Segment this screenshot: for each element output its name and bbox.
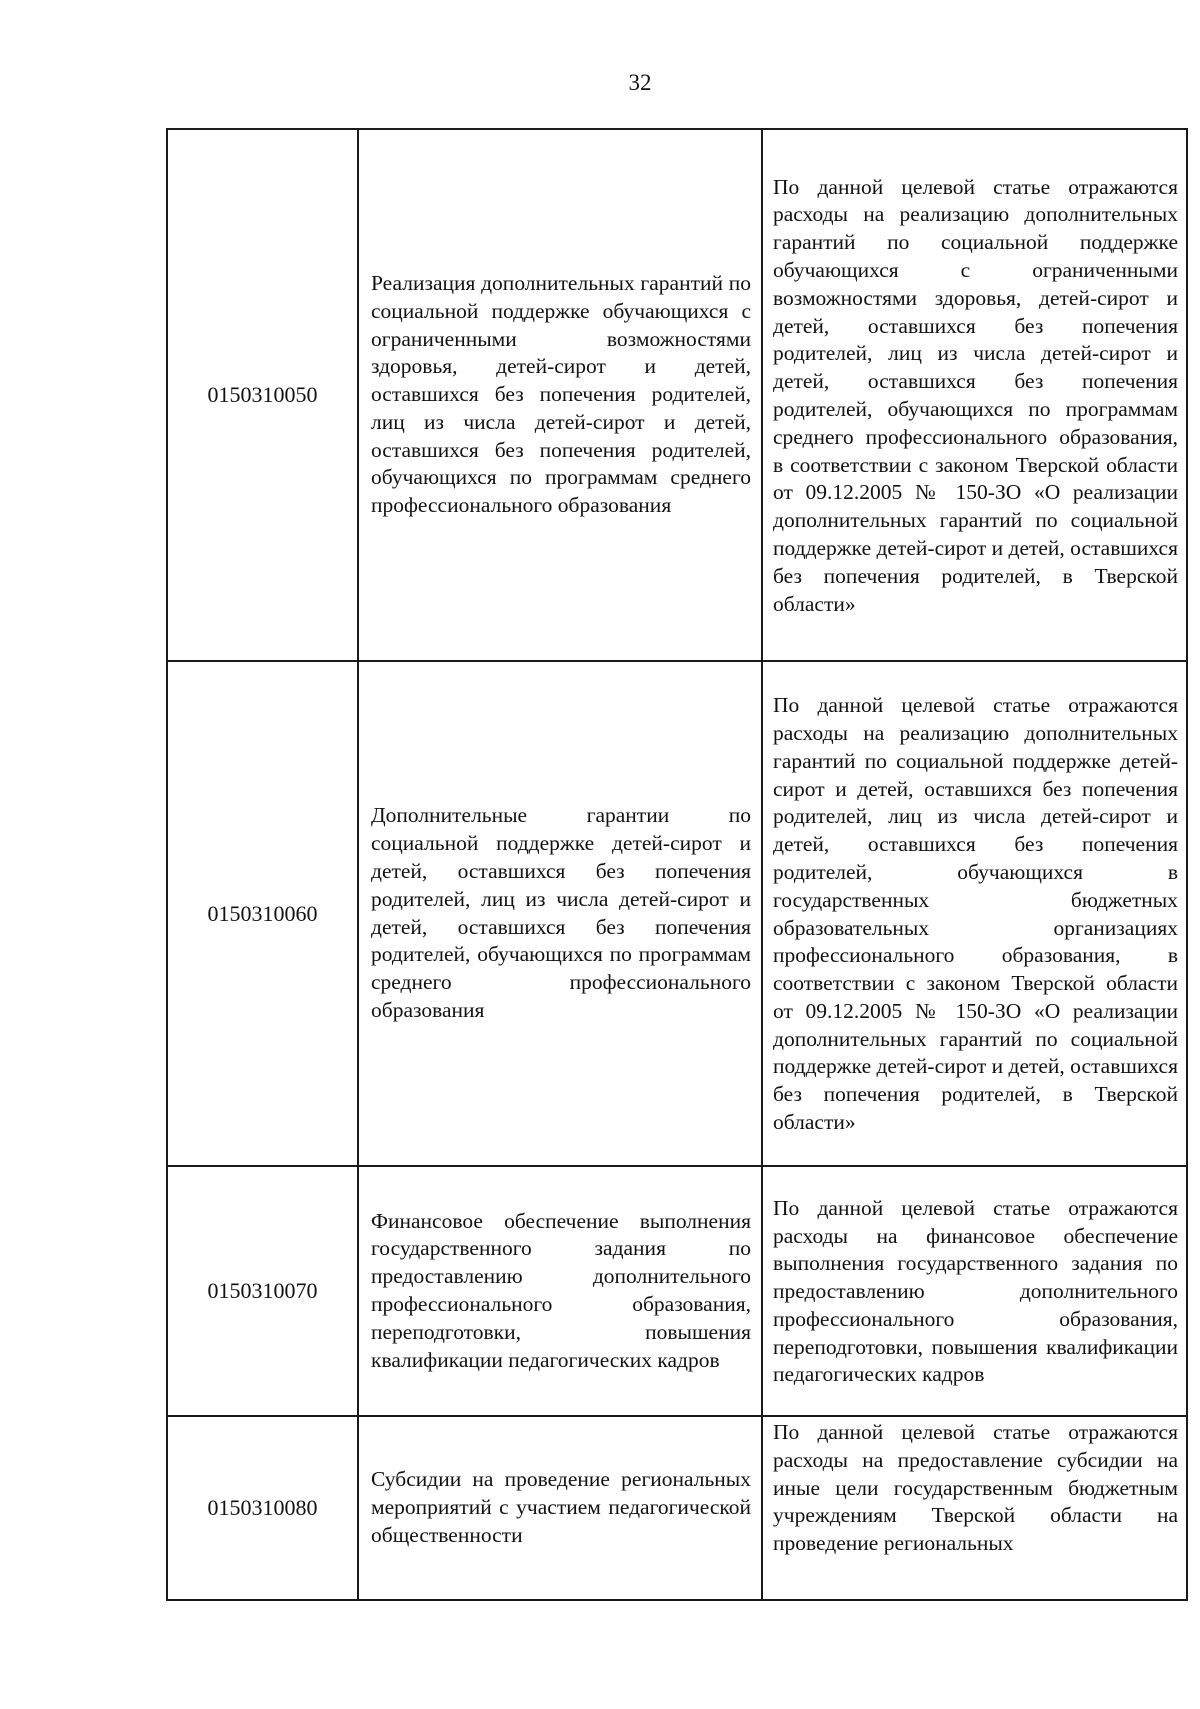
target-article-description <box>762 1416 1187 1600</box>
target-article-name: Реализация дополнительных гарантий по социальной поддержке обучающихся с ограниченными возможностями здоровья, детей-сирот и детей, оставшихся без попечения родителей, лиц из числа детей-сирот и детей, оставшихся без попечения родителей, обучающихся по программам среднего профессионального образования <box>358 129 762 661</box>
description-text: По данной целевой статье отражаются расходы на предоставление субсидии на иные цели государственным бюджетным учреждениям Тверской области на проведение региональных <box>773 1420 1178 1556</box>
budget-classification-table <box>166 128 1188 1601</box>
page-number: 32 <box>628 70 652 95</box>
table-row <box>167 1166 1187 1416</box>
target-article-name: Субсидии на проведение региональных мероприятий с участием педагогической общественности <box>358 1416 762 1600</box>
target-article-code: 0150310060 <box>167 661 358 1166</box>
description-text: По данной целевой статье отражаются расходы на реализацию дополнительных гарантий по социальной поддержке обучающихся с ограниченными возможностями здоровья, детей-сирот и детей, оставшихся без попечения родителей, лиц из числа детей-сирот и детей, оставшихся без попечения родителей, обучающихся по программам среднего профессионального образования, в соответствии с законом Тверской области от 09.12.2005 № 150-ЗО «О реализации дополнительных гарантий по социальной поддержке детей-сирот и детей, оставшихся без попечения родителей, в Тверской области» <box>773 174 1178 616</box>
target-article-description <box>762 1166 1187 1416</box>
target-article-name: Дополнительные гарантии по социальной поддержке детей-сирот и детей, оставшихся без попечения родителей, лиц из числа детей-сирот и детей, оставшихся без попечения родителей, обучающихся по программам среднего профессионального образования <box>358 661 762 1166</box>
target-article-description <box>762 661 1187 1166</box>
target-article-name: Финансовое обеспечение выполнения государственного задания по предоставлению дополнительного профессионального образования, переподготовки, повышения квалификации педагогических кадров <box>358 1166 762 1416</box>
target-article-code: 0150310070 <box>167 1166 358 1416</box>
table-row <box>167 1416 1187 1600</box>
target-article-code: 0150310050 <box>167 129 358 661</box>
target-article-code: 0150310080 <box>167 1416 358 1600</box>
target-article-description <box>762 129 1187 661</box>
description-text: По данной целевой статье отражаются расходы на финансовое обеспечение выполнения государственного задания по предоставлению дополнительного профессионального образования, переподготовки, повышения квалификации педагогических кадров <box>773 1195 1178 1387</box>
table-row <box>167 661 1187 1166</box>
description-text: По данной целевой статье отражаются расходы на реализацию дополнительных гарантий по социальной поддержке детей-сирот и детей, оставшихся без попечения родителей, лиц из числа детей-сирот и детей, оставшихся без попечения родителей, обучающихся в государственных бюджетных образовательных организациях профессионального образования, в соответствии с законом Тверской области от 09.12.2005 № 150-ЗО «О реализации дополнительных гарантий по социальной поддержке детей-сирот и детей, оставшихся без попечения родителей, в Тверской области» <box>773 693 1178 1135</box>
table-row <box>167 129 1187 661</box>
